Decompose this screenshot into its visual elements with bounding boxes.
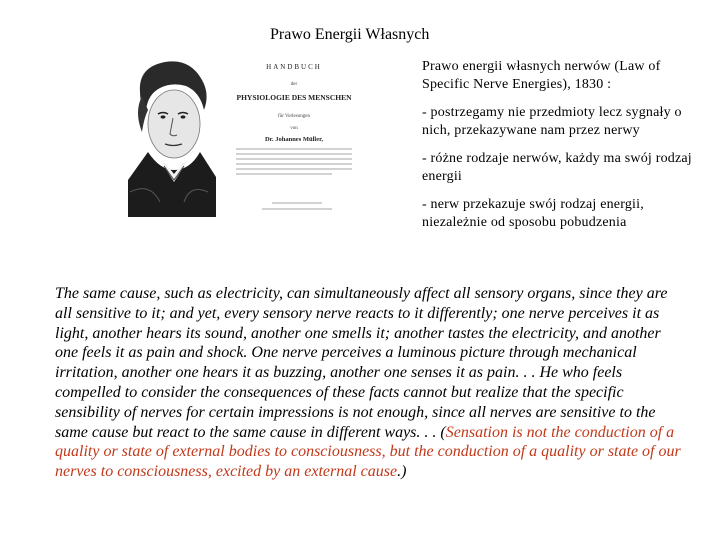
book-line-3: PHYSIOLOGIE DES MENSCHEN [236,93,352,102]
quote-highlight: Sensation is not the conduction of a quality or state of external bodies to consciousness, but the conduction of a quality or state of our nerves to consciousness, excited by an external cause [55,423,681,481]
bullet-item: - nerw przekazuje swój rodzaj energii, niezależnie od sposobu pobudzenia [422,197,644,230]
book-line-4: für Vorlesungen [278,114,310,119]
book-line-1: HANDBUCH [266,63,322,71]
portrait-image [120,52,220,217]
quote-main: The same cause, such as electricity, can simultaneously affect all sensory organs, since they are all sensitive to it; and yet, every sensory nerve reacts to it differently; one nerve perceives it as light, another hears its sound, another one smells it; another tastes the electricity, and another one feels it as pain and shock. One nerve perceives a luminous picture through mechanical irritation, another one hears it as buzzing, another one senses it as pain. . . He who feels compelled to consider the consequences of these facts cannot but realize that the specific sensibility of nerves for certain impressions is not enough, since all nerves are sensitive to the same cause but react to the same cause in different ways. . . ( [55,285,668,441]
quote-end: .) [397,463,407,481]
book-line-2: der [290,82,298,87]
bullet-item: Prawo energii własnych nerwów (Law of Specific Nerve Energies), 1830 : [422,59,661,92]
quote-paragraph [55,284,685,482]
bullet-item: - postrzegamy nie przedmioty lecz sygnały o nich, przekazywane nam przez nerwy [422,105,682,138]
bullet-column [422,58,692,242]
bullet-item: - różne rodzaje nerwów, każdy ma swój rodzaj energii [422,151,692,184]
slide-title: Prawo Energii Własnych [270,26,430,43]
book-line-5: von [290,126,298,131]
book-title-page [222,55,362,215]
book-line-6: Dr. Johannes Müller, [264,136,324,143]
